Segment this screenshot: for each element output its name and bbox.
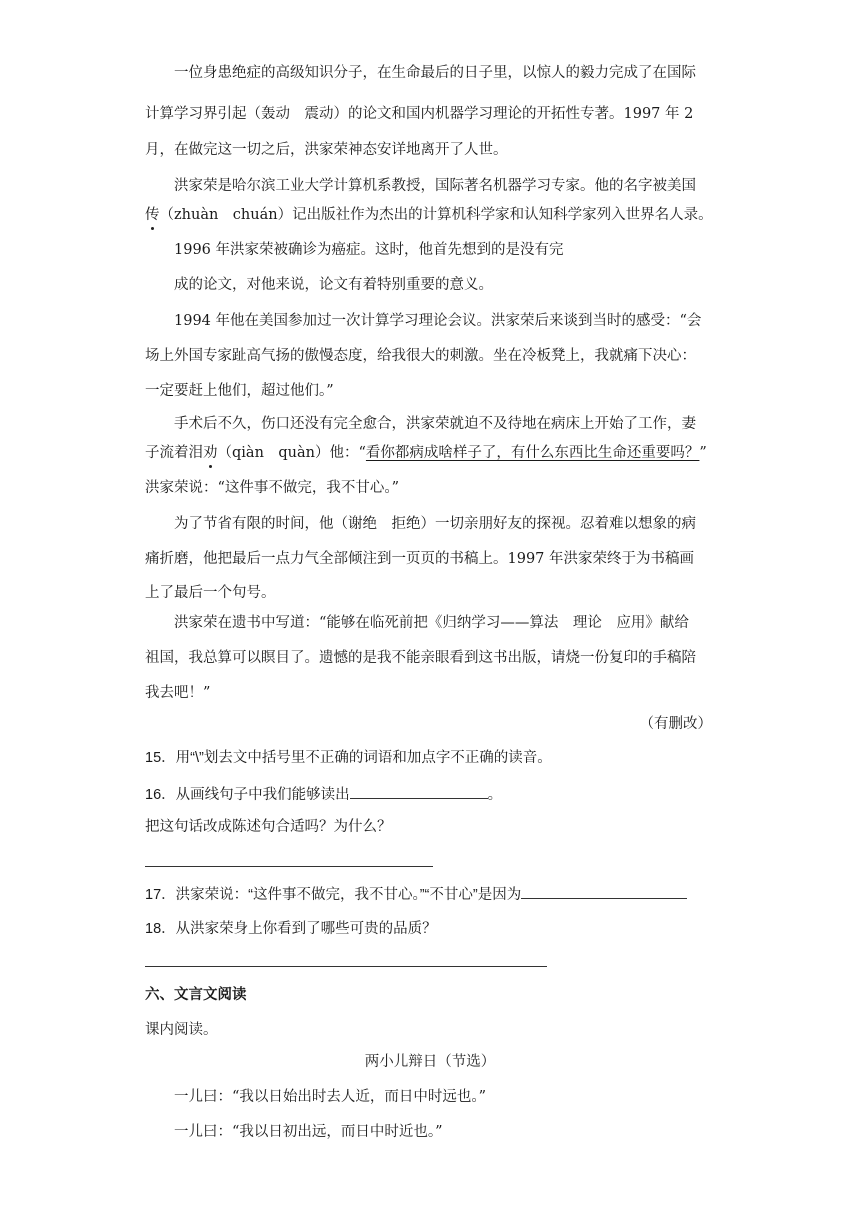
passage-p5-line2-b: （qiàn quàn）他：“ bbox=[217, 445, 366, 461]
passage-p1-line1: 一位身患绝症的高级知识分子，在生命最后的日子里，以惊人的毅力完成了在国际 bbox=[174, 65, 696, 81]
passage-p1-line3: 月，在做完这一切之后，洪家荣神态安详地离开了人世。 bbox=[145, 142, 508, 158]
passage-p7-line1: 洪家荣在遗书中写道：“能够在临死前把《归纳学习——算法 理论 应用》献给 bbox=[174, 615, 689, 631]
classical-text-line2: 一儿曰：“我以日初出远，而日中时近也。” bbox=[174, 1124, 443, 1140]
question-16-b: 把这句话改成陈述句合适吗？为什么？ bbox=[145, 819, 392, 835]
question-16 bbox=[145, 784, 502, 805]
question-16-end: 。 bbox=[487, 787, 503, 803]
question-15: 15．用“\”划去文中括号里不正确的词语和加点字不正确的读音。 bbox=[145, 750, 552, 766]
passage-p3-line1: 1996 年洪家荣被确诊为癌症。这时，他首先想到的是没有完 bbox=[174, 242, 564, 258]
passage-p6-line1: 为了节省有限的时间，他（谢绝 拒绝）一切亲朋好友的探视。忍着难以想象的病 bbox=[174, 516, 696, 532]
passage-p1-line2: 计算学习界引起（轰动 震动）的论文和国内机器学习理论的开拓性专著。1997 年 2 bbox=[145, 106, 694, 122]
passage-p7-line2: 祖国，我总算可以瞑目了。遗憾的是我不能亲眼看到这书出版，请烧一份复印的手稿陪 bbox=[145, 650, 696, 666]
passage-p2-line1: 洪家荣是哈尔滨工业大学计算机系教授，国际著名机器学习专家。他的名字被美国 bbox=[174, 178, 696, 194]
passage-p5-line1: 手术后不久，伤口还没有完全愈合，洪家荣就迫不及待地在病床上开始了工作，妻 bbox=[174, 416, 696, 432]
passage-p5-line2-a: 子流着泪 bbox=[145, 445, 203, 461]
question-17-text: 17．洪家荣说：“这件事不做完，我不甘心。”“不甘心”是因为 bbox=[145, 887, 522, 903]
question-16-text: 16．从画线句子中我们能够读出 bbox=[145, 787, 350, 803]
section-6-heading: 六、文言文阅读 bbox=[145, 986, 247, 1003]
classical-text-line1: 一儿曰：“我以日始出时去人近，而日中时远也。” bbox=[174, 1089, 487, 1105]
underlined-sentence: 看你都病成啥样子了，有什么东西比生命还重要吗？ bbox=[365, 445, 700, 461]
answer-blank-16[interactable] bbox=[350, 784, 488, 799]
question-17 bbox=[145, 884, 687, 905]
answer-line-16b[interactable] bbox=[145, 866, 433, 867]
passage-p5-line2 bbox=[145, 443, 707, 463]
passage-p7-line3: 我去吧！” bbox=[145, 685, 211, 701]
answer-blank-17[interactable] bbox=[521, 884, 687, 899]
passage-p6-line2: 痛折磨，他把最后一点力气全部倾注到一页页的书稿上。1997 年洪家荣终于为书稿画 bbox=[145, 551, 695, 567]
passage-p2-line2-rest: （zhuàn chuán）记出版社作为杰出的计算机科学家和认知科学家列入世界名人录。 bbox=[159, 207, 713, 223]
classical-text-title: 两小儿辩日（节选） bbox=[364, 1054, 496, 1070]
answer-line-18[interactable] bbox=[145, 966, 547, 967]
passage-p6-line3: 上了最后一个句号。 bbox=[145, 585, 276, 601]
edited-note: （有删改） bbox=[639, 716, 712, 732]
passage-p3-line2: 成的论文，对他来说，论文有着特别重要的意义。 bbox=[174, 277, 493, 293]
dotted-char-quan: 劝 bbox=[203, 445, 218, 461]
passage-p5-line2-c: ” bbox=[699, 445, 707, 461]
passage-p4-line1: 1994 年他在美国参加过一次计算学习理论会议。洪家荣后来谈到当时的感受：“会 bbox=[174, 313, 702, 329]
passage-p4-line3: 一定要赶上他们，超过他们。” bbox=[145, 383, 334, 399]
question-18: 18．从洪家荣身上你看到了哪些可贵的品质？ bbox=[145, 921, 437, 937]
passage-p4-line2: 场上外国专家趾高气扬的傲慢态度，给我很大的刺激。坐在冷板凳上，我就痛下决心： bbox=[145, 348, 696, 364]
section-6-intro: 课内阅读。 bbox=[145, 1022, 218, 1038]
dotted-char-zhuan: 传 bbox=[145, 207, 160, 223]
passage-p2-line2 bbox=[145, 205, 713, 225]
passage-p5-line3: 洪家荣说：“这件事不做完，我不甘心。” bbox=[145, 480, 400, 496]
